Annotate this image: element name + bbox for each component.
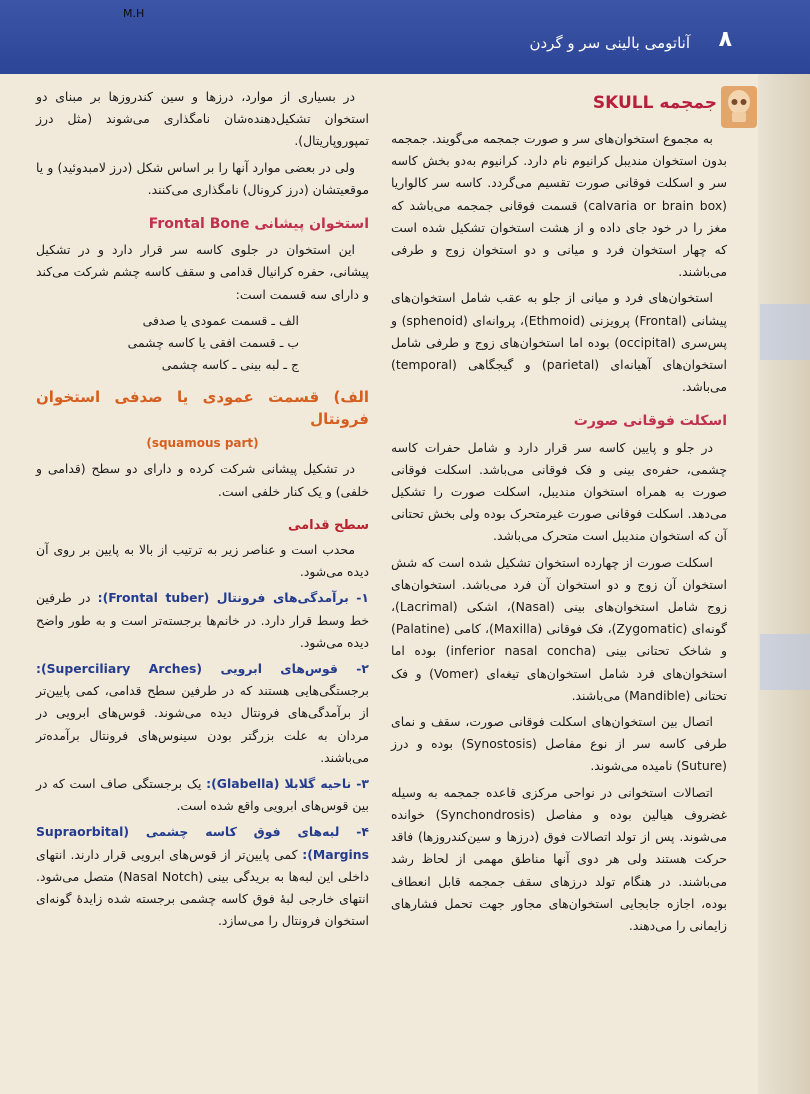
item-text: کمی پایین‌تر از قوس‌های ابرویی قرار دارند. انتهای داخلی این لبه‌ها به بریدگی بینی (Nasal Notch) متصل می‌شود. انتهای خارجی لبهٔ فوق کاسه چشمی برجسته شده زایدهٔ گونه‌ای استخوان فرونتال را می‌سازد. bbox=[36, 846, 369, 929]
skull-icon bbox=[721, 86, 757, 128]
item-text: در طرفین خط وسط قرار دارد. در خانم‌ها برجسته‌تر است و به طور واضح دیده می‌شود. bbox=[36, 590, 369, 650]
paragraph: اتصالات استخوانی در نواحی مرکزی قاعده جمجمه به وسیله غضروف هیالین بوده و مفاصل (Synchondrosis) خوانده می‌شوند. پس از تولد اتصالات فوق (درزها و سین‌کندروزها) فاقد حرکت هستند ولی هر دوی آنها مناطق مهمی از لحاظ رشد می‌باشند. در هنگام تولد درزهای سقف جمجمه قابل انعطاف بوده، اجازه جابجایی استخوان‌های مجاور جهت تحمل فشارهای زایمانی را می‌دهند. bbox=[391, 784, 727, 933]
paragraph: محدب است و عناصر زیر به ترتیب از بالا به پایین بر روی آن دیده می‌شود. bbox=[36, 542, 369, 580]
squamous-heading: الف) قسمت عمودی یا صدفی استخوان فرونتال bbox=[36, 387, 369, 429]
list-item: ج ـ لبه بینی ـ کاسه چشمی bbox=[161, 356, 299, 372]
paragraph: در بسیاری از موارد، درزها و سین کندروزها بر مبنای دو استخوان تشکیل‌دهنده‌شان نامگذاری می‌شوند (مثل درز تمپوروپاریتال). bbox=[36, 89, 369, 149]
watermark: M.H bbox=[123, 7, 145, 20]
paragraph: به مجموع استخوان‌های سر و صورت جمجمه می‌گویند. جمجمه بدون استخوان مندیبل کرانیوم نام دارد. کرانیوم به‌دو بخش کاسه سر و اسکلت فوقانی صورت تقسیم می‌گردد. کاسه سر کالواریا (calvaria or brain box) قسمت فوقانی جمجمه می‌باشد که مغز را در خود جای داده و از هشت استخوان تشکیل شده است که چهار استخوان فرد و میانی و دو استخوان زوج و طرفی می‌باشند. bbox=[391, 131, 727, 280]
page-edge-strip bbox=[758, 74, 810, 1094]
squamous-subheading: (squamous part) bbox=[146, 436, 259, 451]
page-header bbox=[0, 0, 810, 74]
paragraph: در جلو و پایین کاسه سر قرار دارد و شامل حفرات کاسه چشمی، حفره‌ی بینی و فک فوقانی می‌باشد. اسکلت فوقانی صورت به همراه استخوان مندیبل، اسکلت صورت را تشکیل می‌دهد. اسکلت فوقانی صورت غیرمتحرک بوده ولی بخش تحتانی آن که استخوان مندیبل است متحرک می‌باشد. bbox=[391, 439, 727, 544]
parts-list bbox=[36, 310, 369, 376]
item-heading: ۳- ناحیه گلابلا (Glabella): bbox=[206, 776, 369, 792]
item-heading: ۲- قوس‌های ابرویی (Superciliary Arches): bbox=[36, 661, 369, 677]
skull-heading: جمجمه SKULL bbox=[592, 93, 717, 113]
paragraph: استخوان‌های فرد و میانی از جلو به عقب شامل استخوان‌های پیشانی (Frontal) پرویزنی (Ethmoid)، پروانه‌ای (sphenoid) و پس‌سری (occipital) بوده اما استخوان‌های زوج و طرفی شامل استخوان‌های آهیانه‌ای (parietal) و گیجگاهی (temporal) می‌باشد. bbox=[391, 290, 727, 395]
list-item bbox=[36, 658, 369, 769]
paragraph: اسکلت صورت از چهارده استخوان تشکیل شده است که شش استخوان آن زوج و دو استخوان آن فرد می‌باشد. استخوان‌های زوج شامل استخوان‌های بینی (Nasal)، اشکی (Lacrimal)، گونه‌ای (Zygomatic)، فک فوقانی (Maxilla)، کامی (Palatine) و شاخک تحتانی بینی (inferior nasal concha) بوده اما استخوان‌های فرد شامل استخوان‌های تیغه‌ای (Vomer) و فک تحتانی (Mandible) می‌باشند. bbox=[391, 554, 727, 703]
thumb-tab bbox=[760, 634, 810, 690]
face-skeleton-heading: اسکلت فوقانی صورت bbox=[573, 413, 727, 430]
list-item bbox=[36, 587, 369, 654]
thumb-tab bbox=[760, 304, 810, 360]
anterior-surface-heading: سطح قدامی bbox=[287, 517, 369, 533]
skull-section-header bbox=[391, 86, 727, 128]
item-text: برجستگی‌هایی هستند که در طرفین سطح قدامی، کمی پایین‌تر از برآمدگی‌های فرونتال دیده می‌شوند. قوس‌های ابرویی در مردان به علت بزرگتر بودن سینوس‌های فرونتال برآمده‌تر می‌باشند. bbox=[36, 683, 369, 765]
list-item bbox=[36, 821, 369, 932]
page-number: ۸ bbox=[718, 27, 732, 52]
frontal-bone-heading: استخوان پیشانی Frontal Bone bbox=[148, 216, 369, 233]
list-item bbox=[36, 773, 369, 817]
paragraph: در تشکیل پیشانی شرکت کرده و دارای دو سطح (قدامی و خلفی) و یک کنار خلفی است. bbox=[36, 461, 369, 499]
list-item: ب ـ قسمت افقی یا کاسه چشمی bbox=[127, 334, 299, 350]
chapter-title: آناتومی بالینی سر و گردن bbox=[529, 34, 690, 52]
item-heading: ۴- لبه‌های فوق کاسه چشمی (Supraorbital Margins): bbox=[36, 824, 369, 862]
right-column bbox=[391, 86, 727, 941]
item-heading: ۱- برآمدگی‌های فرونتال (Frontal tuber): bbox=[97, 590, 369, 606]
list-item: الف ـ قسمت عمودی یا صدفی bbox=[142, 312, 299, 328]
item-text: یک برجستگی صاف است که در بین قوس‌های ابرویی واقع شده است. bbox=[36, 776, 369, 814]
paragraph: ولی در بعضی موارد آنها را بر اساس شکل (درز لامبدوئید) و یا موقعیتشان (درز کرونال) نامگذاری می‌کنند. bbox=[36, 159, 369, 197]
left-column bbox=[36, 86, 369, 937]
paragraph: این استخوان در جلوی کاسه سر قرار دارد و در تشکیل پیشانی، حفره کرانیال قدامی و سقف کاسه چشم شرکت می‌کند و دارای سه قسمت است: bbox=[36, 242, 369, 302]
paragraph: اتصال بین استخوان‌های اسکلت فوقانی صورت، سقف و نمای طرفی کاسه سر از نوع مفاصل (Synostosis) بوده و درز (Suture) نامیده می‌شوند. bbox=[391, 714, 727, 774]
